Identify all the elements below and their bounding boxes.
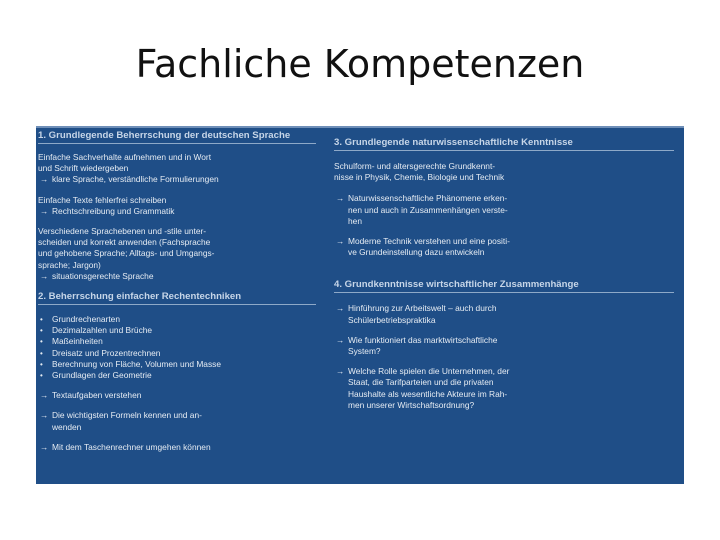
text-line: Hinführung zur Arbeitswelt – auch durch [348,303,497,314]
spacer [334,326,674,335]
section-3-heading: 3. Grundlegende naturwissenschaftliche Kenntnisse [334,137,674,151]
bullet-icon: • [40,359,43,369]
text-line: und gehobene Sprache; Alltags- und Umgangs- [38,248,215,259]
left-column [38,130,316,453]
arrow-item [38,206,316,217]
text-line: situationsgerechte Sprache [52,270,154,281]
text-line: Einfache Texte fehlerfrei schreiben [38,194,167,205]
text-line: Mit dem Taschenrechner umgehen können [52,441,211,452]
text-line: wenden [52,421,82,432]
panel-top-strip [36,126,684,128]
text-line: ve Grundeinstellung dazu entwickeln [348,247,485,258]
text-line: System? [348,346,381,357]
statement [38,152,316,174]
text-line: hen [348,215,362,226]
bullet-item [38,336,316,347]
arrow-icon: → [40,270,49,281]
text-line: Einfache Sachverhalte aufnehmen und in Wort [38,152,212,162]
bullet-item [38,370,316,381]
arrow-icon: → [336,303,345,314]
bullet-icon: • [40,315,43,325]
bullet-item [38,348,316,359]
arrow-item [38,390,316,401]
text-line: Maßeinheiten [52,336,103,347]
text-line: nen und auch in Zusammenhängen verste- [348,204,508,215]
text-line: und Schrift wiedergeben [38,163,129,174]
text-line: Die wichtigsten Formeln kennen und an- [52,410,202,421]
arrow-icon: → [40,205,49,216]
section-3-intro [334,161,674,183]
text-line: Wie funktioniert das marktwirtschaftliche [348,334,498,345]
section-2-heading: 2. Beherrschung einfacher Rechentechniken [38,291,316,305]
statement [334,161,674,183]
spacer [38,401,316,410]
section-2-arrows [38,390,316,453]
text-line: nisse in Physik, Chemie, Biologie und Technik [334,172,505,183]
spacer [334,227,674,236]
bullet-item [38,325,316,336]
text-line: sprache; Jargon) [38,259,101,270]
arrow-item [334,193,674,227]
statement [38,195,316,206]
arrow-item [38,174,316,185]
slide-title: Fachliche Kompetenzen [135,42,585,86]
section-1-heading: 1. Grundlegende Beherrschung der deutschen Sprache [38,130,316,144]
text-line: Moderne Technik verstehen und eine positi- [348,236,510,247]
arrow-icon: → [336,334,345,345]
spacer [334,357,674,366]
arrow-icon: → [40,410,49,421]
arrow-item [38,410,316,432]
section-4-arrows [334,303,674,411]
arrow-icon: → [336,236,345,247]
text-line: Berechnung von Fläche, Volumen und Masse [52,358,221,369]
text-line: Rechtschreibung und Grammatik [52,205,175,216]
spacer [38,433,316,442]
text-line: Naturwissenschaftliche Phänomene erken- [348,193,508,204]
arrow-icon: → [336,366,345,377]
section-1-body [38,152,316,282]
section-4-heading: 4. Grundkenntnisse wirtschaftlicher Zusammenhänge [334,279,674,293]
text-line: men unserer Wirtschaftsordnung? [348,399,475,410]
section-2-bullets [38,314,316,381]
bullet-item [38,359,316,370]
spacer [38,186,316,195]
arrow-item [334,366,674,411]
competence-panel [36,126,684,484]
arrow-icon: → [336,193,345,204]
bullet-item [38,314,316,325]
statement [38,226,316,271]
text-line: Verschiedene Sprachebenen und -stile unter- [38,226,207,237]
text-line: scheiden und korrekt anwenden (Fachsprache [38,237,211,248]
arrow-item [38,442,316,453]
arrow-item [334,335,674,357]
text-line: Textaufgaben verstehen [52,390,142,401]
text-line: Schulform- und altersgerechte Grundkennt- [334,161,496,171]
arrow-item [334,303,674,325]
arrow-item [38,271,316,282]
right-column [334,137,674,411]
arrow-icon: → [40,441,49,452]
text-line: Dezimalzahlen und Brüche [52,325,153,336]
text-line: Dreisatz und Prozentrechnen [52,347,161,358]
bullet-icon: • [40,337,43,347]
bullet-icon: • [40,348,43,358]
text-line: Welche Rolle spielen die Unternehmen, der [348,366,510,377]
bullet-icon: • [40,326,43,336]
arrow-icon: → [40,390,49,401]
arrow-icon: → [40,174,49,185]
bullet-icon: • [40,371,43,381]
section-3-arrows [334,193,674,258]
arrow-item [334,236,674,258]
text-line: Staat, die Tarifparteien und die privaten [348,377,494,388]
text-line: klare Sprache, verständliche Formulierungen [52,174,219,185]
spacer [38,217,316,226]
text-line: Schülerbetriebspraktika [348,314,436,325]
text-line: Grundlagen der Geometrie [52,370,152,381]
text-line: Grundrechenarten [52,314,120,325]
text-line: Haushalte als wesentliche Akteure im Rah- [348,388,508,399]
